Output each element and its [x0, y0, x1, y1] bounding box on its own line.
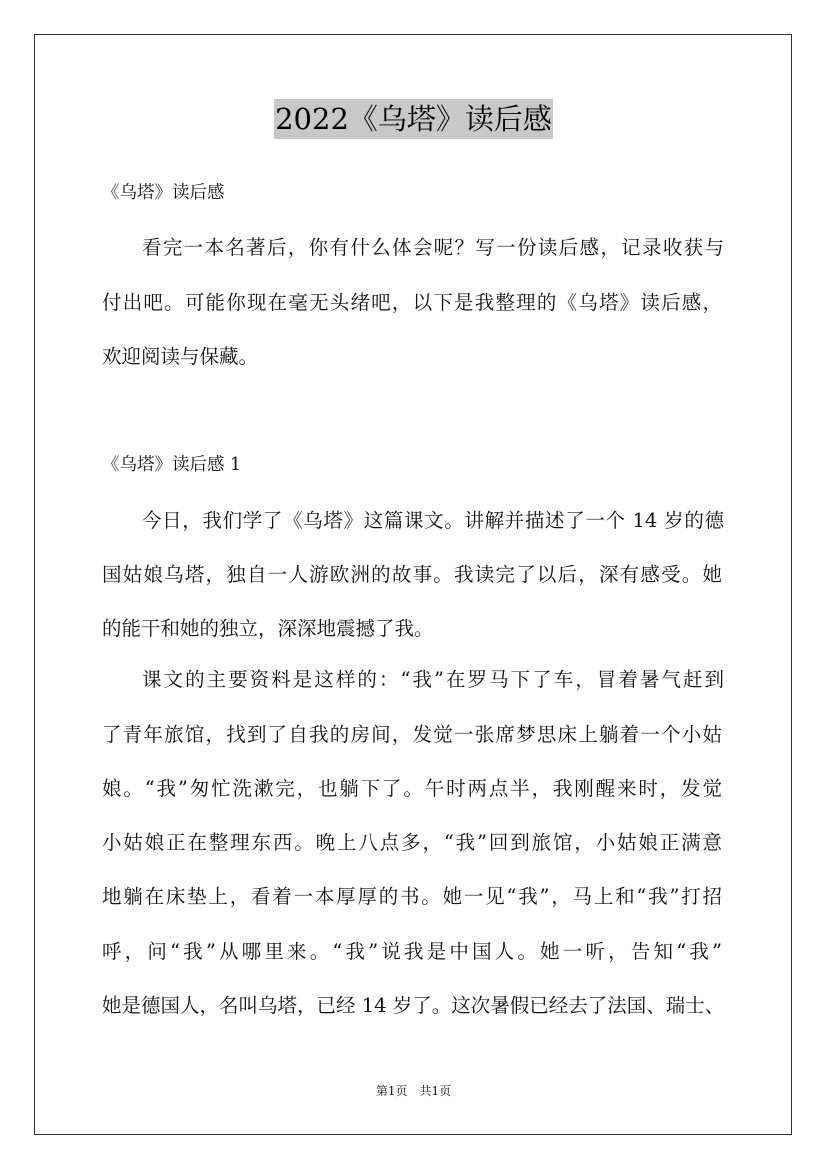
intro-line: 看完一本名著后，你有什么体会呢？写一份读后感，记录收获与: [142, 236, 724, 259]
paragraph-line: 课文的主要资料是这样的：“我”在罗马下了车，冒着暑气赶到: [142, 668, 724, 691]
paragraph-line: 娘。“我”匆忙洗漱完，也躺下了。午时两点半，我刚醒来时，发觉: [102, 777, 722, 800]
paragraph-line: 她是德国人，名叫乌塔，已经 14 岁了。这次暑假已经去了法国、瑞士、: [102, 994, 725, 1017]
title-container: [0, 99, 827, 139]
paragraph-line: 呼，问“我”从哪里来。“我”说我是中国人。她一听，告知“我”: [102, 940, 722, 963]
paragraph-line: 今日，我们学了《乌塔》这篇课文。讲解并描述了一个 14 岁的德: [142, 509, 724, 532]
document-title: 2022《乌塔》读后感: [274, 99, 553, 139]
document-subtitle: 《乌塔》读后感: [102, 183, 225, 203]
paragraph-line: 小姑娘正在整理东西。晚上八点多，“我”回到旅馆，小姑娘正满意: [102, 831, 722, 854]
paragraph-line: 地躺在床垫上，看着一本厚厚的书。她一见“我”，马上和“我”打招: [102, 885, 722, 908]
section-heading: 《乌塔》读后感 1: [102, 455, 242, 475]
page-footer: 第1页 共1页: [375, 1084, 452, 1098]
paragraph-line: 国姑娘乌塔，独自一人游欧洲的故事。我读完了以后，深有感受。她: [102, 563, 722, 586]
paragraph-line: 的能干和她的独立，深深地震撼了我。: [102, 617, 434, 640]
intro-line: 付出吧。可能你现在毫无头绪吧，以下是我整理的《乌塔》读后感，: [102, 291, 722, 314]
intro-line: 欢迎阅读与保藏。: [102, 345, 259, 368]
paragraph-line: 了青年旅馆，找到了自我的房间，发觉一张席梦思床上躺着一个小姑: [102, 723, 722, 746]
